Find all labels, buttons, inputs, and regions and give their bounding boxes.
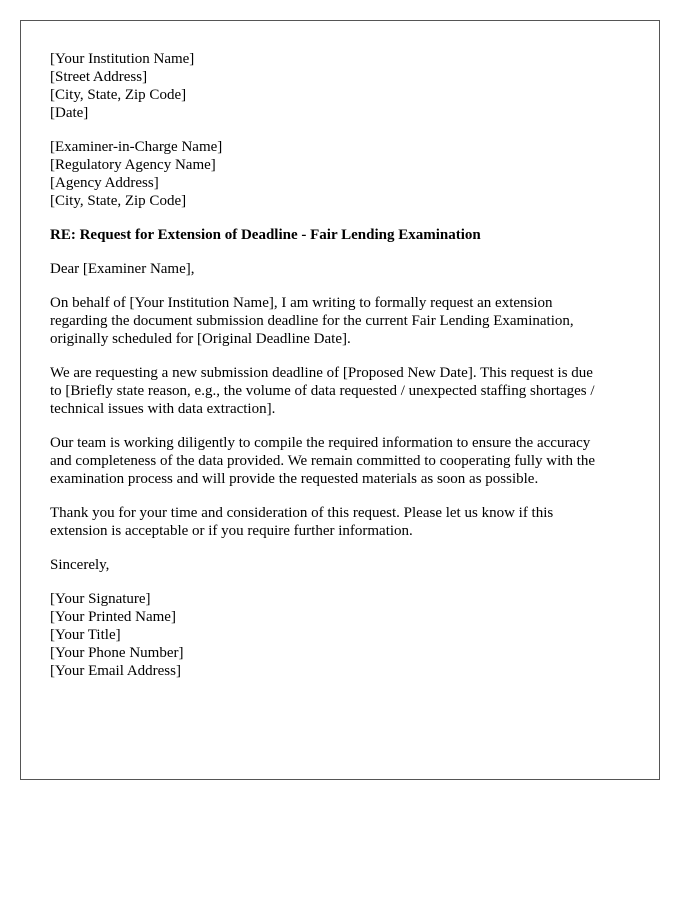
signer-title: [Your Title] <box>50 627 121 643</box>
recipient-address-block <box>50 138 640 210</box>
signature-placeholder: [Your Signature] <box>50 591 151 607</box>
body-line: and completeness of the data provided. We remain committed to cooperating fully with the <box>50 453 596 469</box>
recipient-agency-name: [Regulatory Agency Name] <box>50 157 216 173</box>
body-line: originally scheduled for [Original Deadline Date]. <box>50 331 351 347</box>
body-paragraph-1 <box>50 294 640 348</box>
body-line: Thank you for your time and consideration of this request. Please let us know if this <box>50 505 554 521</box>
body-line: to [Briefly state reason, e.g., the volume of data requested / unexpected staffing shortages / <box>50 383 595 399</box>
sender-address-block <box>50 50 640 122</box>
recipient-examiner-name: [Examiner-in-Charge Name] <box>50 139 223 155</box>
recipient-city-state-zip: [City, State, Zip Code] <box>50 193 187 209</box>
body-line: Our team is working diligently to compile the required information to ensure the accuracy <box>50 435 591 451</box>
body-line: examination process and will provide the requested materials as soon as possible. <box>50 471 539 487</box>
salutation: Dear [Examiner Name], <box>50 261 195 277</box>
letter-subject: RE: Request for Extension of Deadline - Fair Lending Examination <box>50 227 481 243</box>
sender-street-address: [Street Address] <box>50 69 148 85</box>
closing: Sincerely, <box>50 557 110 573</box>
printed-name: [Your Printed Name] <box>50 609 176 625</box>
signer-phone: [Your Phone Number] <box>50 645 184 661</box>
body-line: extension is acceptable or if you require further information. <box>50 523 413 539</box>
body-line: On behalf of [Your Institution Name], I am writing to formally request an extension <box>50 295 553 311</box>
body-line: We are requesting a new submission deadline of [Proposed New Date]. This request is due <box>50 365 593 381</box>
sender-city-state-zip: [City, State, Zip Code] <box>50 87 187 103</box>
body-paragraph-2 <box>50 364 640 418</box>
body-line: technical issues with data extraction]. <box>50 401 276 417</box>
body-line: regarding the document submission deadline for the current Fair Lending Examination, <box>50 313 574 329</box>
recipient-agency-address: [Agency Address] <box>50 175 159 191</box>
sender-institution-name: [Your Institution Name] <box>50 51 195 67</box>
body-paragraph-4 <box>50 504 640 540</box>
signer-email: [Your Email Address] <box>50 663 181 679</box>
letter-page <box>20 20 660 780</box>
body-paragraph-3 <box>50 434 640 488</box>
signature-block <box>50 590 640 680</box>
letter-content <box>50 50 640 696</box>
letter-date: [Date] <box>50 105 89 121</box>
